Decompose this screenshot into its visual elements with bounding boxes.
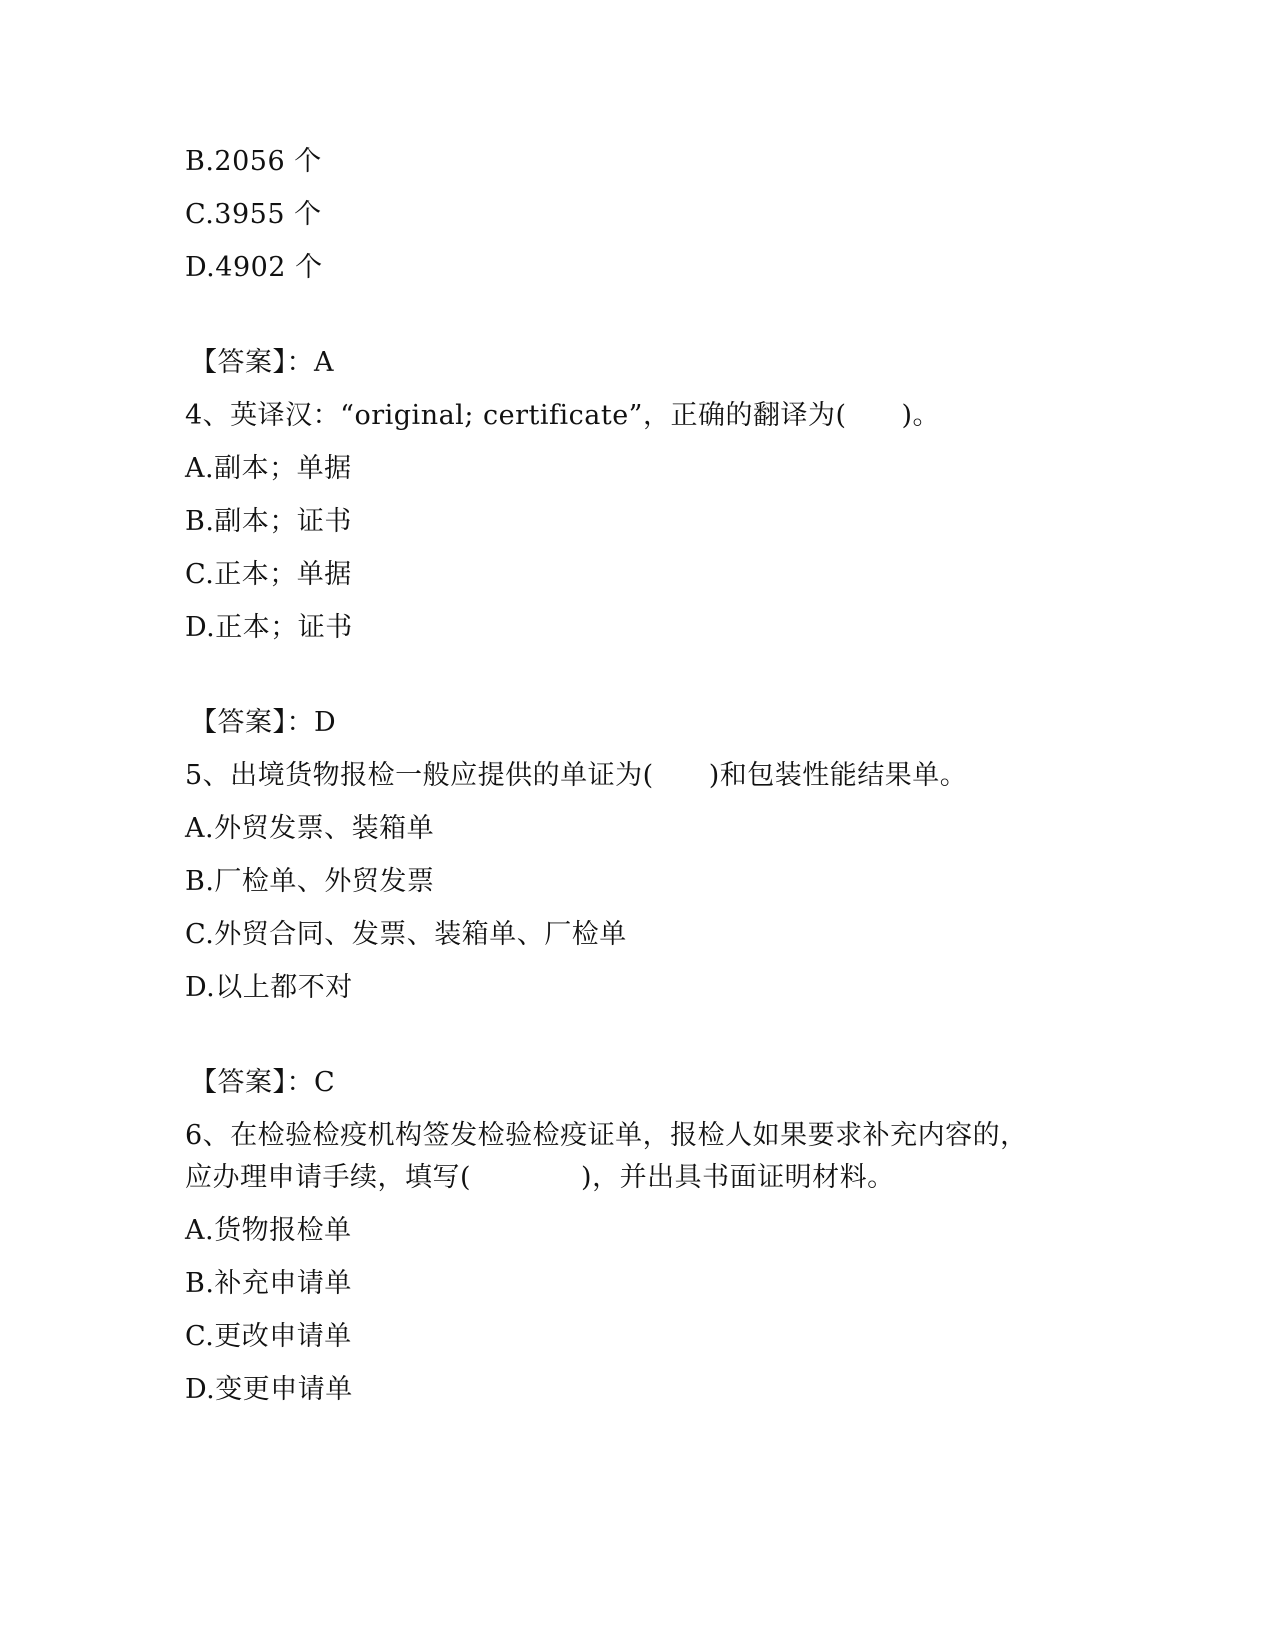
q5-option-a: A.外贸发票、装箱单 [185,813,435,844]
q3-answer: 【答案】：A [190,347,334,378]
q5-option-b: B.厂检单、外贸发票 [185,866,435,897]
q5-answer: 【答案】：C [190,1067,336,1098]
q3-option-d: D.4902 个 [185,252,323,283]
q3-option-c: C.3955 个 [185,199,322,230]
q4-stem: 4、英译汉：“original; certificate”，正确的翻译为( )。 [185,400,941,431]
q6-option-a: A.货物报检单 [185,1215,352,1246]
q4-option-d: D.正本；证书 [185,612,353,643]
q6-option-b: B.补充申请单 [185,1268,352,1299]
q6-option-d: D.变更申请单 [185,1374,353,1405]
q6-option-c: C.更改申请单 [185,1321,352,1352]
q3-option-b: B.2056 个 [185,146,322,177]
q6-stem-line2: 应办理申请手续，填写( )，并出具书面证明材料。 [185,1162,895,1193]
q5-stem: 5、出境货物报检一般应提供的单证为( )和包装性能结果单。 [185,760,968,791]
q4-answer: 【答案】：D [190,707,337,738]
q4-option-a: A.副本；单据 [185,453,352,484]
q6-stem-line1: 6、在检验检疫机构签发检验检疫证单，报检人如果要求补充内容的， [185,1120,1028,1151]
q5-option-c: C.外贸合同、发票、装箱单、厂检单 [185,919,627,950]
q4-option-c: C.正本；单据 [185,559,352,590]
q4-option-b: B.副本；证书 [185,506,352,537]
q5-option-d: D.以上都不对 [185,972,353,1003]
